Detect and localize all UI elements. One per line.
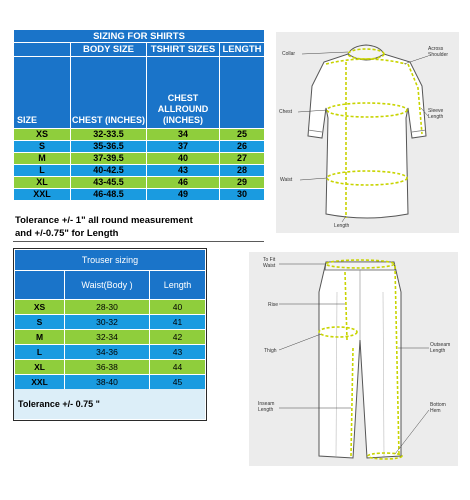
- chest-cell: 35-36.5: [71, 141, 147, 153]
- allround-cell: 37: [147, 141, 220, 153]
- length-cell: 30: [220, 189, 265, 201]
- shirt-table-title: SIZING FOR SHIRTS: [14, 30, 265, 43]
- table-row: [14, 129, 265, 141]
- length-cell: 28: [220, 165, 265, 177]
- trouser-head-waist: Waist(Body ): [65, 271, 150, 300]
- label-chest: Chest: [279, 109, 293, 115]
- table-row: [14, 141, 265, 153]
- trouser-illustration: [249, 252, 458, 466]
- size-cell: XL: [14, 177, 71, 189]
- allround-cell: 40: [147, 153, 220, 165]
- shirt-sizing-table: [13, 29, 265, 201]
- shirt-head-body-size: BODY SIZE: [71, 43, 147, 57]
- shirt-measurement-diagram: [276, 32, 459, 233]
- length-cell: 43: [150, 345, 206, 360]
- size-cell: M: [14, 153, 71, 165]
- allround-cell: 49: [147, 189, 220, 201]
- length-cell: 41: [150, 315, 206, 330]
- chest-cell: 46-48.5: [71, 189, 147, 201]
- chest-cell: 37-39.5: [71, 153, 147, 165]
- waist-cell: 38-40: [65, 375, 150, 390]
- size-cell: L: [15, 345, 65, 360]
- label-outseam-length: Outseam Length: [430, 342, 451, 354]
- trouser-measurement-diagram: [249, 252, 458, 466]
- waist-cell: 34-36: [65, 345, 150, 360]
- size-cell: XXL: [14, 189, 71, 201]
- shirt-tolerance-line-2: and +/-0.75" for Length: [15, 228, 119, 239]
- label-inseam-length: Inseam Length: [258, 401, 275, 413]
- table-row: [15, 330, 206, 345]
- label-length: Length: [334, 223, 350, 229]
- trouser-head-length: Length: [150, 271, 206, 300]
- waist-cell: 28-30: [65, 300, 150, 315]
- length-cell: 29: [220, 177, 265, 189]
- table-row: [14, 153, 265, 165]
- length-cell: 44: [150, 360, 206, 375]
- size-cell: XXL: [15, 375, 65, 390]
- size-cell: S: [15, 315, 65, 330]
- shirt-head-chest: CHEST (INCHES): [71, 57, 147, 129]
- table-row: [15, 345, 206, 360]
- length-cell: 26: [220, 141, 265, 153]
- size-cell: XL: [15, 360, 65, 375]
- trouser-head-blank: [15, 271, 65, 300]
- waist-cell: 36-38: [65, 360, 150, 375]
- shirt-head-blank: [14, 43, 71, 57]
- chest-cell: 32-33.5: [71, 129, 147, 141]
- size-cell: M: [15, 330, 65, 345]
- table-row: [14, 165, 265, 177]
- shirt-head-chest-allround: CHEST ALLROUND (INCHES): [147, 57, 220, 129]
- label-rise: Rise: [268, 302, 279, 308]
- divider: [13, 241, 264, 242]
- waist-cell: 32-34: [65, 330, 150, 345]
- table-row: [14, 189, 265, 201]
- size-cell: XS: [15, 300, 65, 315]
- size-cell: L: [14, 165, 71, 177]
- chest-cell: 40-42.5: [71, 165, 147, 177]
- trouser-sizing-table: [14, 249, 206, 390]
- size-cell: S: [14, 141, 71, 153]
- shirt-head-length-blank: [220, 57, 265, 129]
- shirt-head-tshirt-sizes: TSHIRT SIZES: [147, 43, 220, 57]
- length-cell: 45: [150, 375, 206, 390]
- table-row: [15, 360, 206, 375]
- waist-cell: 30-32: [65, 315, 150, 330]
- shirt-tolerance-note: [15, 214, 275, 240]
- length-cell: 40: [150, 300, 206, 315]
- label-across-shoulder: Across Shoulder: [428, 46, 449, 58]
- allround-cell: 34: [147, 129, 220, 141]
- shirt-head-size: SIZE: [14, 57, 71, 129]
- label-collar: Collar: [282, 51, 296, 57]
- label-waist: Waist: [280, 177, 293, 183]
- size-cell: XS: [14, 129, 71, 141]
- table-row: [15, 300, 206, 315]
- shirt-illustration: [276, 32, 459, 233]
- length-cell: 42: [150, 330, 206, 345]
- table-row: [14, 177, 265, 189]
- label-thigh: Thigh: [264, 348, 277, 354]
- label-sleeve-length: Sleeve Length: [428, 108, 444, 120]
- trouser-tolerance-note: Tolerance +/- 0.75 ": [14, 389, 205, 419]
- allround-cell: 46: [147, 177, 220, 189]
- length-cell: 27: [220, 153, 265, 165]
- label-bottom-hem: Bottom Hem: [430, 402, 446, 414]
- allround-cell: 43: [147, 165, 220, 177]
- trouser-table-title: Trouser sizing: [15, 250, 206, 271]
- table-row: [15, 375, 206, 390]
- chest-cell: 43-45.5: [71, 177, 147, 189]
- label-to-fit-waist: To Fit Waist: [263, 257, 276, 269]
- length-cell: 25: [220, 129, 265, 141]
- shirt-head-length: LENGTH: [220, 43, 265, 57]
- table-row: [15, 315, 206, 330]
- shirt-tolerance-line-1: Tolerance +/- 1" all round measurement: [15, 215, 193, 226]
